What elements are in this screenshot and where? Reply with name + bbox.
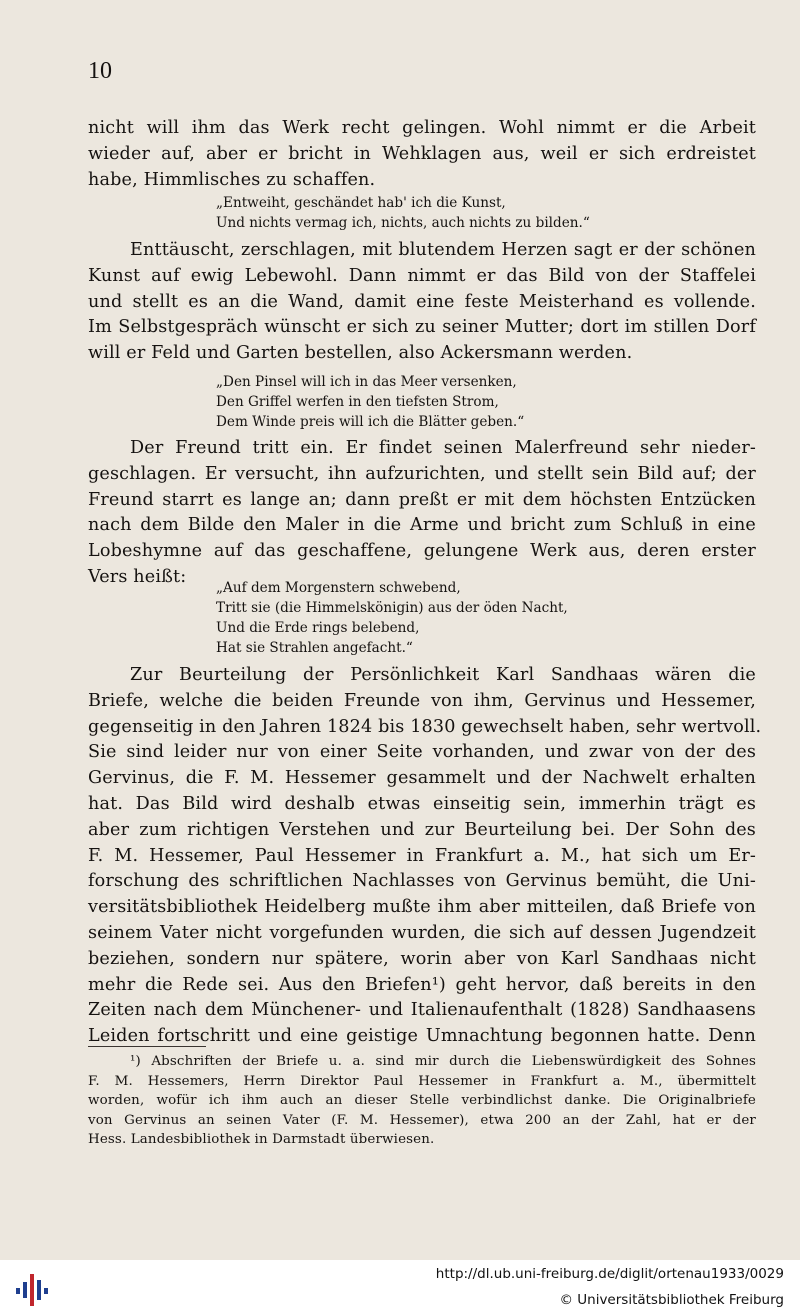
text-line: forschung des schriftlichen Nachlasses von Gervinus bemüht, die Uni-: [88, 871, 756, 892]
text-line: beziehen, sondern nur spätere, worin aber von Karl Sandhaas nicht: [88, 948, 756, 969]
text-line: geschlagen. Er versucht, ihn aufzurichten, und stellt sein Bild auf; der: [88, 463, 756, 484]
footnote-line: worden, wofür ich ihm auch an dieser Stelle verbindlichst danke. Die Originalbriefe: [88, 1093, 756, 1109]
footnote-line: ¹) Abschriften der Briefe u. a. sind mir durch die Liebenswürdigkeit des Sohnes: [130, 1054, 756, 1069]
text-line: seinem Vater nicht vorgefunden wurden, die sich auf dessen Jugendzeit: [88, 922, 756, 943]
text-line: Im Selbstgespräch wünscht er sich zu seiner Mutter; dort im stillen Dorf: [88, 317, 756, 338]
paragraph-3: [88, 436, 756, 591]
footnote-line: von Gervinus an seinen Vater (F. M. Hessemer), etwa 200 an der Zahl, hat er der: [88, 1112, 756, 1128]
text-line: habe, Himmlisches zu schaffen.: [88, 169, 376, 190]
footnote-line: F. M. Hessemers, Herrn Direktor Paul Hessemer in Frankfurt a. M., übermittelt: [88, 1073, 756, 1089]
text-line: wieder auf, aber er bricht in Wehklagen aus, weil er sich erdreistet: [88, 143, 756, 164]
copyright-notice: © Universitätsbibliothek Freiburg: [559, 1292, 784, 1308]
verse-line: „Entweiht, geschändet hab' ich die Kunst,: [216, 195, 506, 211]
verse-quote-3: [216, 578, 568, 658]
text-line: Lobeshymne auf das geschaffene, gelungene Werk aus, deren erster: [88, 541, 756, 562]
ub-freiburg-logo-icon: [14, 1268, 54, 1308]
text-line: Leiden fortschritt und eine geistige Umnachtung begonnen hatte. Denn: [88, 1026, 756, 1047]
text-line: versitätsbibliothek Heidelberg mußte ihm aber mitteilen, daß Briefe von: [88, 897, 756, 918]
paragraph-4: [88, 663, 762, 1050]
verse-line: Hat sie Strahlen angefacht.“: [216, 640, 413, 656]
text-line: Der Freund tritt ein. Er findet seinen Malerfreund sehr nieder-: [130, 438, 756, 458]
verse-line: „Auf dem Morgenstern schwebend,: [216, 580, 461, 596]
text-line: Zeiten nach dem Münchener- und Italienaufenthalt (1828) Sandhaasens: [88, 1000, 756, 1021]
verse-line: Den Griffel werfen in den tiefsten Strom,: [216, 394, 499, 410]
footnote-line: Hess. Landesbibliothek in Darmstadt überwiesen.: [88, 1132, 435, 1148]
text-line: Enttäuscht, zerschlagen, mit blutendem Herzen sagt er der schönen: [130, 240, 756, 260]
text-line: nach dem Bilde den Maler in die Arme und bricht zum Schluß in eine: [88, 515, 756, 536]
text-line: und stellt es an die Wand, damit eine feste Meisterhand es vollende.: [88, 291, 756, 312]
paragraph-2: [88, 238, 756, 367]
permalink-url[interactable]: http://dl.ub.uni-freiburg.de/diglit/ortenau1933/0029: [435, 1266, 784, 1282]
verse-line: Tritt sie (die Himmelskönigin) aus der öden Nacht,: [216, 600, 568, 616]
text-line: Freund starrt es lange an; dann preßt er mit dem höchsten Entzücken: [88, 489, 756, 510]
text-line: hat. Das Bild wird deshalb etwas einseitig sein, immerhin trägt es: [88, 793, 756, 814]
text-line: Gervinus, die F. M. Hessemer gesammelt und der Nachwelt erhalten: [88, 768, 756, 789]
text-line: Sie sind leider nur von einer Seite vorhanden, und zwar von der des: [88, 742, 756, 763]
verse-line: Und nichts vermag ich, nichts, auch nichts zu bilden.“: [216, 215, 590, 231]
text-line: mehr die Rede sei. Aus den Briefen¹) geht hervor, daß bereits in den: [88, 974, 756, 995]
verse-quote-1: [216, 193, 590, 233]
footnote: [88, 1052, 756, 1150]
text-line: aber zum richtigen Verstehen und zur Beurteilung bei. Der Sohn des: [88, 819, 756, 840]
verse-line: Und die Erde rings belebend,: [216, 620, 420, 636]
text-line: nicht will ihm das Werk recht gelingen. Wohl nimmt er die Arbeit: [88, 118, 756, 138]
text-line: Vers heißt:: [88, 566, 187, 587]
text-line: Briefe, welche die beiden Freunde von ihm, Gervinus und Hessemer,: [88, 690, 756, 711]
paragraph-1: [88, 116, 756, 193]
verse-quote-2: [216, 372, 524, 432]
text-line: gegenseitig in den Jahren 1824 bis 1830 gewechselt haben, sehr wertvoll.: [88, 716, 762, 737]
text-line: Zur Beurteilung der Persönlichkeit Karl Sandhaas wären die: [130, 665, 756, 685]
verse-line: Dem Winde preis will ich die Blätter geben.“: [216, 414, 525, 430]
viewer-footer: [0, 1260, 800, 1316]
text-line: Kunst auf ewig Lebewohl. Dann nimmt er das Bild von der Staffelei: [88, 265, 756, 286]
page-number: 10: [88, 58, 112, 84]
text-line: will er Feld und Garten bestellen, also Ackersmann werden.: [88, 343, 633, 364]
text-line: F. M. Hessemer, Paul Hessemer in Frankfurt a. M., hat sich um Er-: [88, 845, 756, 866]
verse-line: „Den Pinsel will ich in das Meer versenken,: [216, 374, 517, 390]
footnote-divider: [88, 1046, 206, 1047]
